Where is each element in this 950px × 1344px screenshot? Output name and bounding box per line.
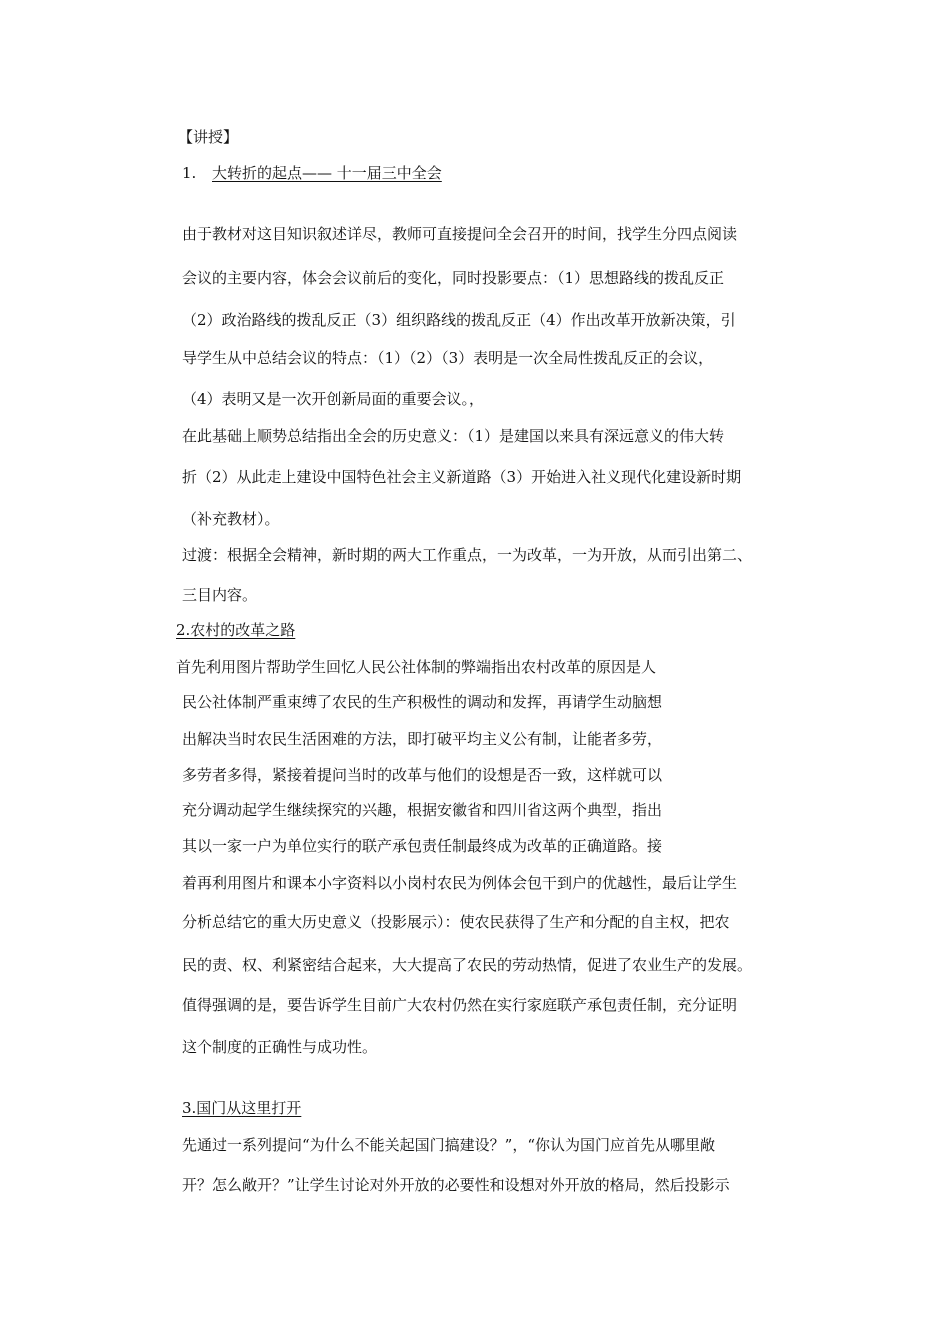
paragraph-line: （4）表明又是一次开创新局面的重要会议。， xyxy=(182,390,485,408)
paragraph-line: 值得强调的是，要告诉学生目前广大农村仍然在实行家庭联产承包责任制，充分证明 xyxy=(182,996,738,1014)
paragraph-line: 过渡：根据全会精神，新时期的两大工作重点，一为改革，一为开放，从而引出第二、 xyxy=(182,546,753,564)
paragraph-line: 首先利用图片帮助学生回忆人民公社体制的弊端指出农村改革的原因是人 xyxy=(176,658,657,676)
paragraph-line: 导学生从中总结会议的特点：（1）（2）（3）表明是一次全局性拨乱反正的会议， xyxy=(182,349,714,367)
paragraph-line: 着再利用图片和课本小字资料以小岗村农民为例体会包干到户的优越性，最后让学生 xyxy=(182,874,738,892)
paragraph-line: 充分调动起学生继续探究的兴趣，根据安徽省和四川省这两个典型，指出 xyxy=(182,801,663,819)
paragraph-line: （补充教材）。 xyxy=(182,510,280,528)
section-3-title: 3.国门从这里打开 xyxy=(182,1099,302,1117)
paragraph-line: 先通过一系列提问“为什么不能关起国门搞建设？”，“你认为国门应首先从哪里敞 xyxy=(182,1136,716,1154)
paragraph-line: 在此基础上顺势总结指出全会的历史意义：（1）是建国以来具有深远意义的伟大转 xyxy=(182,427,725,445)
paragraph-line: 民的责、权、利紧密结合起来，大大提高了农民的劳动热情，促进了农业生产的发展。 xyxy=(182,956,753,974)
paragraph-line: 出解决当时农民生活困难的方法，即打破平均主义公有制，让能者多劳， xyxy=(182,730,663,748)
paragraph-line: 由于教材对这目知识叙述详尽，教师可直接提问全会召开的时间，找学生分四点阅读 xyxy=(182,225,738,243)
paragraph-line: 折（2）从此走上建设中国特色社会主义新道路（3）开始进入社义现代化建设新时期 xyxy=(182,468,742,486)
section-1-number: 1. xyxy=(182,164,197,182)
paragraph-line: 多劳者多得，紧接着提问当时的改革与他们的设想是否一致，这样就可以 xyxy=(182,766,663,784)
section-1-title: 大转折的起点—— 十一届三中全会 xyxy=(212,164,442,182)
paragraph-line: 这个制度的正确性与成功性。 xyxy=(182,1038,378,1056)
paragraph-line: 分析总结它的重大历史意义（投影展示）：使农民获得了生产和分配的自主权，把农 xyxy=(182,913,730,931)
paragraph-line: 会议的主要内容，体会会议前后的变化，同时投影要点：（1）思想路线的拨乱反正 xyxy=(182,269,725,287)
paragraph-line: 民公社体制严重束缚了农民的生产积极性的调动和发挥，再请学生动脑想 xyxy=(182,693,663,711)
paragraph-line: 其以一家一户为单位实行的联产承包责任制最终成为改革的正确道路。接 xyxy=(182,837,663,855)
paragraph-line: 开？怎么敞开？”让学生讨论对外开放的必要性和设想对外开放的格局，然后投影示 xyxy=(182,1176,730,1194)
paragraph-line: 三目内容。 xyxy=(182,586,258,604)
section-2-title: 2.农村的改革之路 xyxy=(176,621,296,639)
section-header-label: 【讲授】 xyxy=(178,128,239,146)
paragraph-line: （2）政治路线的拨乱反正（3）组织路线的拨乱反正（4）作出改革开放新决策，引 xyxy=(182,311,736,329)
